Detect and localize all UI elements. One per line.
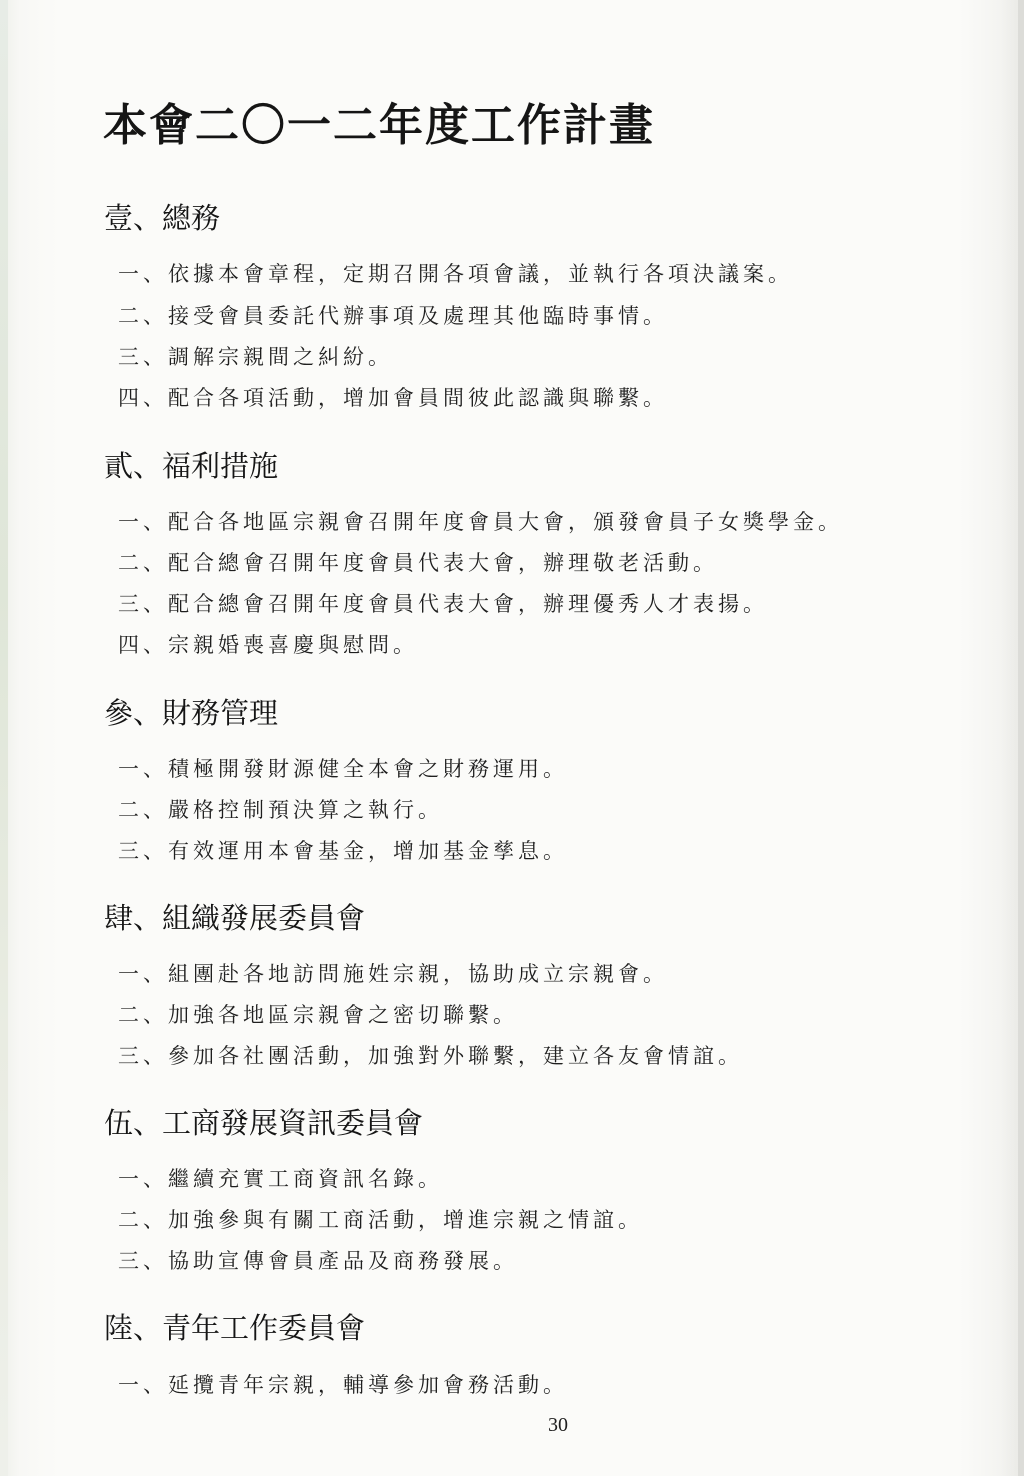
page-title: 本會二〇一二年度工作計畫 [103, 100, 655, 151]
list-item: 二、加強參與有關工商活動，增進宗親之情誼。 [118, 1208, 643, 1232]
page-right-edge [1018, 0, 1024, 1476]
list-item: 二、嚴格控制預決算之執行。 [118, 798, 443, 822]
list-item: 一、配合各地區宗親會召開年度會員大會，頒發會員子女獎學金。 [118, 510, 843, 534]
section-heading-finance: 參、財務管理 [104, 696, 279, 730]
list-item: 二、接受會員委託代辦事項及處理其他臨時事情。 [118, 304, 668, 328]
list-item: 一、繼續充實工商資訊名錄。 [118, 1167, 443, 1191]
list-item: 四、宗親婚喪喜慶與慰問。 [118, 633, 418, 657]
list-item: 三、參加各社團活動，加強對外聯繫，建立各友會情誼。 [118, 1044, 743, 1068]
list-item: 一、積極開發財源健全本會之財務運用。 [118, 757, 568, 781]
page-number: 30 [548, 1414, 568, 1436]
section-heading-business-info: 伍、工商發展資訊委員會 [104, 1106, 424, 1140]
section-heading-youth: 陸、青年工作委員會 [104, 1311, 366, 1345]
list-item: 二、配合總會召開年度會員代表大會，辦理敬老活動。 [118, 551, 718, 575]
list-item: 一、組團赴各地訪問施姓宗親，協助成立宗親會。 [118, 962, 668, 986]
list-item: 一、依據本會章程，定期召開各項會議，並執行各項決議案。 [118, 262, 793, 286]
section-heading-organization: 肆、組織發展委員會 [104, 901, 366, 935]
list-item: 三、調解宗親間之糾紛。 [118, 345, 393, 369]
list-item: 一、延攬青年宗親，輔導參加會務活動。 [118, 1373, 568, 1397]
list-item: 三、協助宣傳會員產品及商務發展。 [118, 1249, 518, 1273]
section-heading-general-affairs: 壹、總務 [104, 201, 221, 235]
list-item: 四、配合各項活動，增加會員間彼此認識與聯繫。 [118, 386, 668, 410]
list-item: 二、加強各地區宗親會之密切聯繫。 [118, 1003, 518, 1027]
section-heading-welfare: 貳、福利措施 [104, 449, 279, 483]
list-item: 三、配合總會召開年度會員代表大會，辦理優秀人才表揚。 [118, 592, 768, 616]
list-item: 三、有效運用本會基金，增加基金孳息。 [118, 839, 568, 863]
page-left-edge [0, 0, 8, 1476]
